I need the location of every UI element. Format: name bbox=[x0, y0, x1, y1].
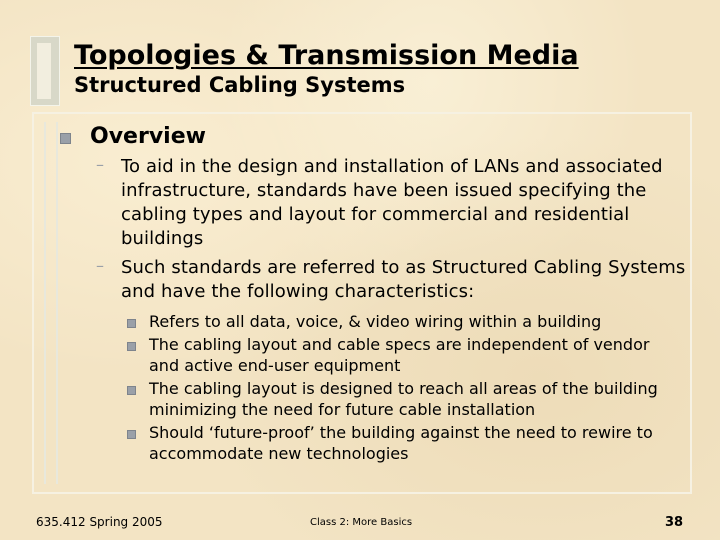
dash-bullet-icon: – bbox=[96, 155, 104, 174]
page-number: 38 bbox=[665, 515, 684, 530]
square-bullet-icon bbox=[127, 319, 136, 328]
characteristic-text: The cabling layout and cable specs are independent of vendor and active end-user equipment bbox=[149, 335, 650, 375]
footer-class-label: Class 2: More Basics bbox=[310, 517, 413, 528]
list-item bbox=[127, 378, 677, 420]
dash-bullet-icon: – bbox=[96, 256, 104, 275]
slide-title: Topologies & Transmission Media bbox=[74, 40, 579, 71]
content-left-rail bbox=[44, 122, 58, 484]
slide-subtitle: Structured Cabling Systems bbox=[74, 73, 406, 97]
characteristics-list bbox=[127, 311, 677, 466]
point-text: To aid in the design and installation of LANs and associated infrastructure, standards have been issued specifying the cabling types and layout for commercial and residential buildings bbox=[121, 156, 663, 249]
footer-course: 635.412 Spring 2005 bbox=[36, 515, 163, 529]
characteristic-text: The cabling layout is designed to reach all areas of the building minimizing the need for future cable installation bbox=[149, 379, 658, 419]
overview-heading: Overview bbox=[90, 124, 206, 149]
list-item bbox=[127, 311, 677, 332]
list-item bbox=[127, 422, 677, 464]
list-item bbox=[127, 334, 677, 376]
square-bullet-icon bbox=[127, 386, 136, 395]
square-bullet-icon bbox=[60, 133, 71, 144]
characteristic-text: Should ‘future-proof’ the building against the need to rewire to accommodate new technologies bbox=[149, 423, 653, 463]
point-text: Such standards are referred to as Structured Cabling Systems and have the following characteristics: bbox=[121, 257, 686, 302]
characteristic-text: Refers to all data, voice, & video wiring within a building bbox=[149, 312, 602, 331]
square-bullet-icon bbox=[127, 342, 136, 351]
square-bullet-icon bbox=[127, 430, 136, 439]
title-accent-bar bbox=[30, 36, 60, 106]
